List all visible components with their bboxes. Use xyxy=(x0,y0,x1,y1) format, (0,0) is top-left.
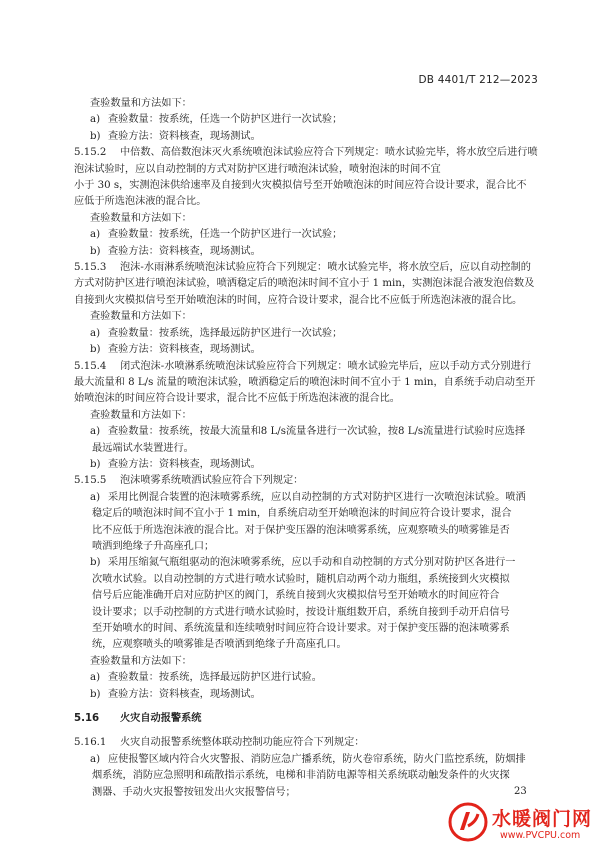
line-text: 采用比例混合装置的泡沫喷雾系统，应以自动控制的方式对防护区进行一次喷泡沫试验。喷洒 xyxy=(108,491,526,503)
list-marker: b) xyxy=(90,557,101,569)
text-line xyxy=(74,244,548,260)
text-line xyxy=(74,441,548,457)
text-line xyxy=(74,408,548,424)
section-heading xyxy=(74,711,548,727)
line-text: 应低于所选泡沫液的混合比。 xyxy=(74,196,207,208)
list-marker: b) xyxy=(90,344,101,356)
line-text: 自接到火灾模拟信号至开始喷泡沫的时间，应符合设计要求，混合比不应低于所选泡沫液的混合比。 xyxy=(74,294,523,306)
line-text: 查验方法：资料核查，现场测试。 xyxy=(108,458,261,470)
line-text: 设计要求；以手动控制的方式进行喷水试验时，按设计瓶组数开启，系统自接到手动开启信号 xyxy=(92,606,510,618)
text-line xyxy=(74,572,548,588)
text-line xyxy=(74,621,548,637)
text-line xyxy=(74,227,548,243)
text-line xyxy=(74,490,548,506)
list-marker: a) xyxy=(90,229,101,241)
clause-number: 5.16.1 xyxy=(74,737,107,749)
line-text: 至开始喷水的时间、系统流量和连续喷射时间应符合设计要求。对于保护变压器的泡沫喷雾系 xyxy=(92,623,510,634)
list-marker: b) xyxy=(90,245,101,257)
text-line xyxy=(74,473,548,489)
page-number: 23 xyxy=(514,786,527,797)
document-code: DB 4401/T 212—2023 xyxy=(418,74,538,86)
text-line xyxy=(74,637,548,653)
text-line xyxy=(74,735,548,751)
line-text: 查验数量和方法如下： xyxy=(90,655,192,667)
line-text: 查验数量：按系统，选择最远防护区进行试验。 xyxy=(108,672,322,684)
line-text: 查验数量：按系统，任选一个防护区进行一次试验； xyxy=(108,229,343,241)
line-text: 查验数量：按系统，选择最远防护区进行一次试验； xyxy=(108,327,343,339)
clause-number: 5.16 xyxy=(74,713,100,725)
line-text: 查验方法：资料核查，现场测试。 xyxy=(108,344,261,356)
line-text: 稳定后的喷泡沫时间不宜小于 1 min，自系统启动至开始喷泡沫的时间应符合设计要求，混合 xyxy=(92,508,512,520)
text-line xyxy=(74,326,548,342)
line-text: 查验方法：资料核查，现场测试。 xyxy=(108,245,261,257)
text-line xyxy=(74,112,548,128)
watermark xyxy=(448,802,598,846)
line-text: 始喷泡沫的时间应符合设计要求，混合比不应低于所选泡沫液的混合比。 xyxy=(74,393,400,405)
text-line xyxy=(74,555,548,571)
list-marker: a) xyxy=(90,672,101,684)
line-text: 次喷水试验。以自动控制的方式进行喷水试验时，随机启动两个动力瓶组，系统接到火灾模拟 xyxy=(92,573,510,585)
line-text: 查验数量和方法如下： xyxy=(90,98,192,109)
text-line xyxy=(74,293,548,309)
text-line xyxy=(74,359,548,375)
line-text: 泡沫-水雨淋系统喷泡沫试验应符合下列规定：喷水试验完毕，将水放空后，应以自动控制的 xyxy=(120,262,531,274)
line-text: 查验数量：按系统，按最大流量和8 L/s流量各进行一次试验，按8 L/s流量进行试验时应选择 xyxy=(108,426,526,438)
text-line xyxy=(74,588,548,604)
watermark-logo-icon xyxy=(448,802,488,842)
text-line xyxy=(74,309,548,325)
line-text: 方式对防护区进行喷泡沫试验，喷洒稳定后的喷泡沫时间不宜小于 1 min，实测泡沫混合液发泡倍数及 xyxy=(74,278,535,290)
text-line xyxy=(74,523,548,539)
line-text: 应使报警区域内符合火灾警报、消防应急广播系统，防火卷帘系统，防火门监控系统，防烟排 xyxy=(108,753,526,765)
line-text: 小于 30 s，实测泡沫供给速率及自接到火灾模拟信号至开始喷泡沫的时间应符合设计要求，混合比不 xyxy=(74,180,527,192)
text-line xyxy=(74,211,548,227)
text-line xyxy=(74,506,548,522)
line-text: 火灾自动报警系统整体联动控制功能应符合下列规定： xyxy=(120,737,365,749)
spacer xyxy=(74,703,548,711)
clause-number: 5.15.3 xyxy=(74,262,107,274)
line-text: 统，应观察喷头的喷雾锥是否喷洒到绝缘子升高座孔口。 xyxy=(92,639,347,651)
line-text: 喷洒到绝缘子升高座孔口； xyxy=(92,540,215,552)
document-body xyxy=(74,96,548,801)
text-line xyxy=(74,129,548,145)
clause-number: 5.15.5 xyxy=(74,475,107,487)
list-marker: b) xyxy=(90,688,101,700)
list-marker: a) xyxy=(90,114,101,126)
line-text: 测器、手动火灾报警按钮发出火灾报警信号； xyxy=(92,786,296,798)
line-text: 查验方法：资料核查，现场测试。 xyxy=(108,688,261,700)
watermark-title: 水暖阀门网 xyxy=(492,808,593,830)
line-text: 烟系统，消防应急照明和疏散指示系统，电梯和非消防电源等相关系统联动触发条件的火灾探 xyxy=(92,770,510,782)
text-line xyxy=(74,178,548,194)
text-line xyxy=(74,194,548,210)
line-text: 中倍数、高倍数泡沫灭火系统喷泡沫试验应符合下列规定：喷水试验完毕，将水放空后进行喷 xyxy=(120,147,538,159)
text-line xyxy=(74,375,548,391)
text-line xyxy=(74,539,548,555)
list-marker: b) xyxy=(90,130,101,142)
line-text: 比不应低于所选泡沫液的混合比。对于保护变压器的泡沫喷雾系统，应观察喷头的喷雾锥是否 xyxy=(92,524,510,536)
line-text: 泡沫试验时，应以自动控制的方式对防护区进行喷泡沫试验，喷射泡沫的时间不宜 xyxy=(74,163,441,175)
text-line xyxy=(74,785,548,801)
text-line xyxy=(74,342,548,358)
text-line xyxy=(74,768,548,784)
line-text: 闭式泡沫-水喷淋系统喷泡沫试验应符合下列规定：喷水试验完毕后，应以手动方式分别进行 xyxy=(120,360,531,372)
text-line xyxy=(74,162,548,178)
line-text: 信号后应能准确开启对应防护区的阀门，系统自接到火灾模拟信号至开始喷水的时间应符合 xyxy=(92,590,500,602)
list-marker: a) xyxy=(90,491,101,503)
line-text: 查验数量：按系统，任选一个防护区进行一次试验； xyxy=(108,114,343,126)
line-text: 查验数量和方法如下： xyxy=(90,212,192,224)
line-text: 查验数量和方法如下： xyxy=(90,311,192,323)
line-text: 采用压缩氮气瓶组驱动的泡沫喷雾系统，应以手动和自动控制的方式分别对防护区各进行一 xyxy=(108,557,516,569)
text-line xyxy=(74,670,548,686)
line-text: 查验方法：资料核查，现场测试。 xyxy=(108,130,261,142)
text-line xyxy=(74,605,548,621)
text-line xyxy=(74,687,548,703)
watermark-url: www.PVCPU.com xyxy=(500,830,581,841)
text-line xyxy=(74,391,548,407)
list-marker: a) xyxy=(90,753,101,765)
text-line xyxy=(74,96,548,112)
line-text: 查验数量和方法如下： xyxy=(90,409,192,421)
text-line xyxy=(74,457,548,473)
line-text: 最远端试水装置进行。 xyxy=(92,442,194,454)
text-line xyxy=(74,752,548,768)
clause-number: 5.15.2 xyxy=(74,147,107,159)
list-marker: b) xyxy=(90,458,101,470)
line-text: 最大流量和 8 L/s 流量的喷泡沫试验，喷洒稳定后的喷泡沫时间不宜小于 1 min，自系统手动启动至开 xyxy=(74,376,536,388)
text-line xyxy=(74,145,548,161)
list-marker: a) xyxy=(90,327,101,339)
text-line xyxy=(74,654,548,670)
text-line xyxy=(74,260,548,276)
clause-number: 5.15.4 xyxy=(74,360,107,372)
list-marker: a) xyxy=(90,426,101,438)
line-text: 泡沫喷雾系统喷洒试验应符合下列规定： xyxy=(120,475,304,487)
line-text: 火灾自动报警系统 xyxy=(120,713,202,725)
text-line xyxy=(74,276,548,292)
spacer xyxy=(74,727,548,735)
text-line xyxy=(74,424,548,440)
